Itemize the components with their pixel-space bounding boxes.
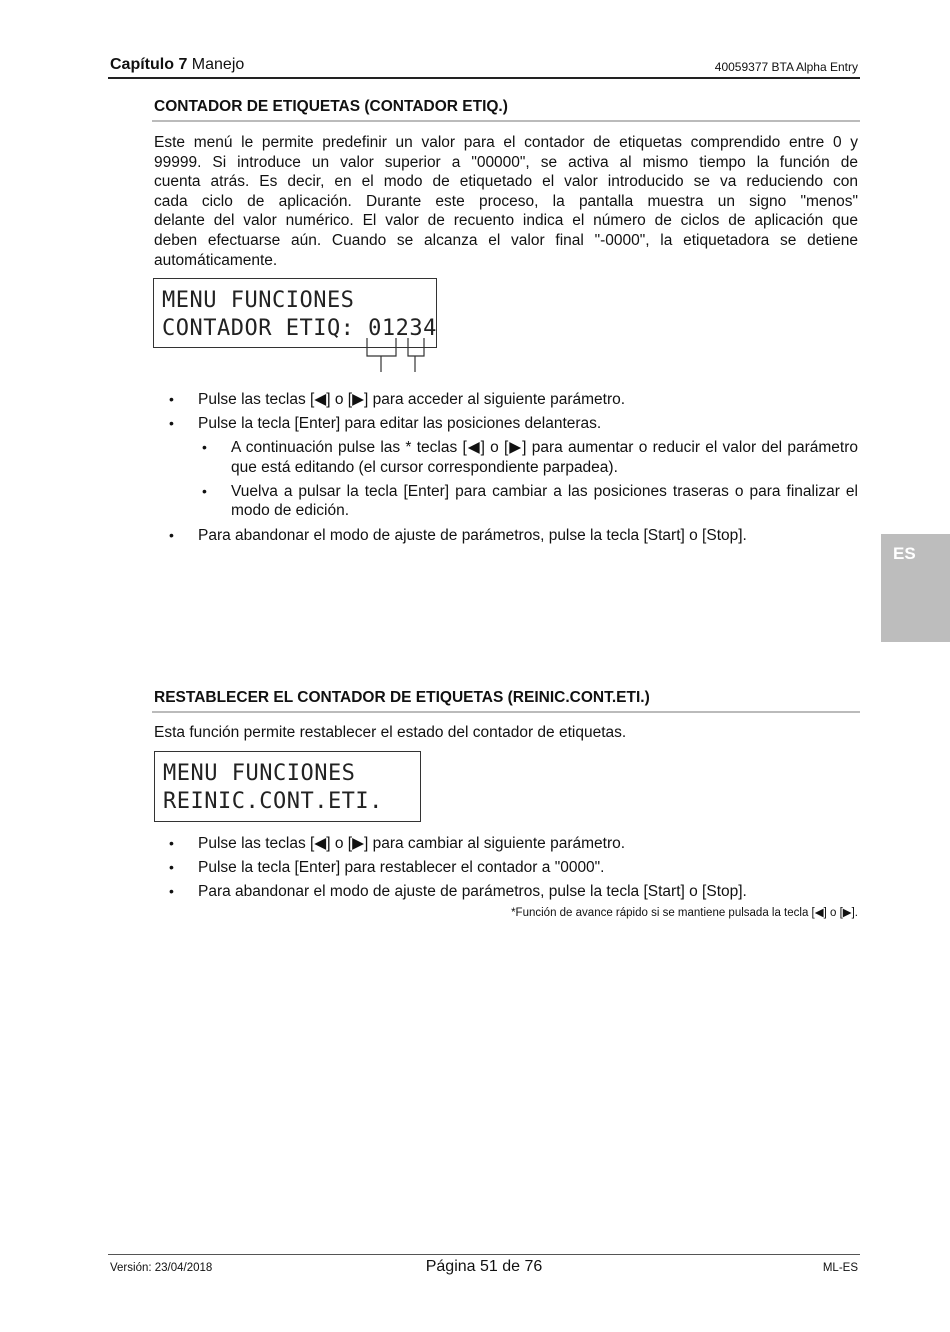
list-item [154,834,858,854]
bullet-icon: • [169,526,174,543]
bullet-icon: • [202,439,207,456]
list-item-text: Para abandonar el modo de ajuste de parámetros, pulse la tecla [Start] o [Stop]. [198,883,747,901]
bullet-icon: • [169,883,174,900]
version-label: Versión: 23/04/2018 [110,1262,213,1274]
bullet-icon: • [202,482,207,499]
section-paragraph: Esta función permite restablecer el estado del contador de etiquetas. [154,724,627,741]
paragraph-line: delante del valor numérico. El valor de recuento indica el número de ciclos de aplicación que [154,212,858,230]
digit-bracket-markers [360,336,440,376]
front-digits-bracket [367,338,396,356]
list-item [154,526,858,546]
document-id: 40059377 BTA Alpha Entry [714,60,858,74]
list-item [154,882,858,902]
list-item [154,482,858,521]
paragraph-line: automáticamente. [154,251,278,269]
instruction-list [154,390,858,545]
list-item [154,438,858,477]
lcd-line-1: MENU FUNCIONES [162,288,355,313]
lcd-line-2: REINIC.CONT.ETI. [163,789,383,814]
bullet-icon: • [169,391,174,407]
header-divider [108,77,860,79]
paragraph-line: cuenta atrás. Es decir, en el modo de etiquetado el valor introducido se va reduciendo con [154,173,858,191]
instruction-list [154,834,858,902]
list-item-text: Pulse las teclas [◀] o [▶] para acceder al siguiente parámetro. [198,391,626,408]
list-item-text: Pulse la tecla [Enter] para editar las posiciones delanteras. [198,415,602,433]
language-tab: ES [881,534,950,642]
bullet-icon: • [169,835,174,851]
section-paragraph [154,133,858,270]
rear-digits-bracket [408,338,424,356]
list-item-text: Pulse las teclas [◀] o [▶] para cambiar al siguiente parámetro. [198,835,626,852]
list-item [154,414,858,434]
paragraph-line: deben efectuarse aún. Cuando se alcanza el valor final "-0000", la etiquetadora se detiene [154,231,858,249]
footer-divider [108,1254,860,1255]
paragraph-line: cada ciclo de aplicación. Durante este proceso, la pantalla muestra un signo "menos" [154,192,858,210]
list-item-text: Vuelva a pulsar la tecla [Enter] para cambiar a las posiciones traseras o para finalizar el modo de edición. [231,482,858,520]
section-divider [152,120,860,122]
bullet-icon: • [169,859,174,876]
chapter-name: Manejo [187,56,245,73]
list-item [154,390,858,410]
section-title-reinic: RESTABLECER EL CONTADOR DE ETIQUETAS (REINIC.CONT.ETI.) [154,689,650,706]
lcd-line-1: MENU FUNCIONES [163,761,356,786]
footnote: *Función de avance rápido si se mantiene pulsada la tecla [◀] o [▶]. [511,907,858,919]
paragraph-line: Este menú le permite predefinir un valor para el contador de etiquetas comprendido entre 0 y [154,134,858,151]
chapter-number: Capítulo 7 [110,56,188,73]
lcd-display-reinic [154,751,421,822]
list-item-text: Pulse la tecla [Enter] para restablecer el contador a "0000". [198,859,605,877]
chapter-heading [110,56,244,74]
paragraph-line: 99999. Si introduce un valor superior a "00000", se activa al mismo tiempo la función de [154,153,858,171]
section-title-contador: CONTADOR DE ETIQUETAS (CONTADOR ETIQ.) [154,98,508,115]
page-number: Página 51 de 76 [425,1258,543,1275]
list-item [154,858,858,878]
list-item-text: Para abandonar el modo de ajuste de parámetros, pulse la tecla [Start] o [Stop]. [198,526,747,544]
section-divider [152,711,860,713]
bullet-icon: • [169,415,174,432]
language-code: ML-ES [822,1262,858,1274]
list-item-text: A continuación pulse las * teclas [◀] o [▶] para aumentar o reducir el valor del parámetro que está editando (el cursor correspondiente parpadea). [231,439,858,476]
lcd-line-2: CONTADOR ETIQ: 01234 [162,316,437,341]
